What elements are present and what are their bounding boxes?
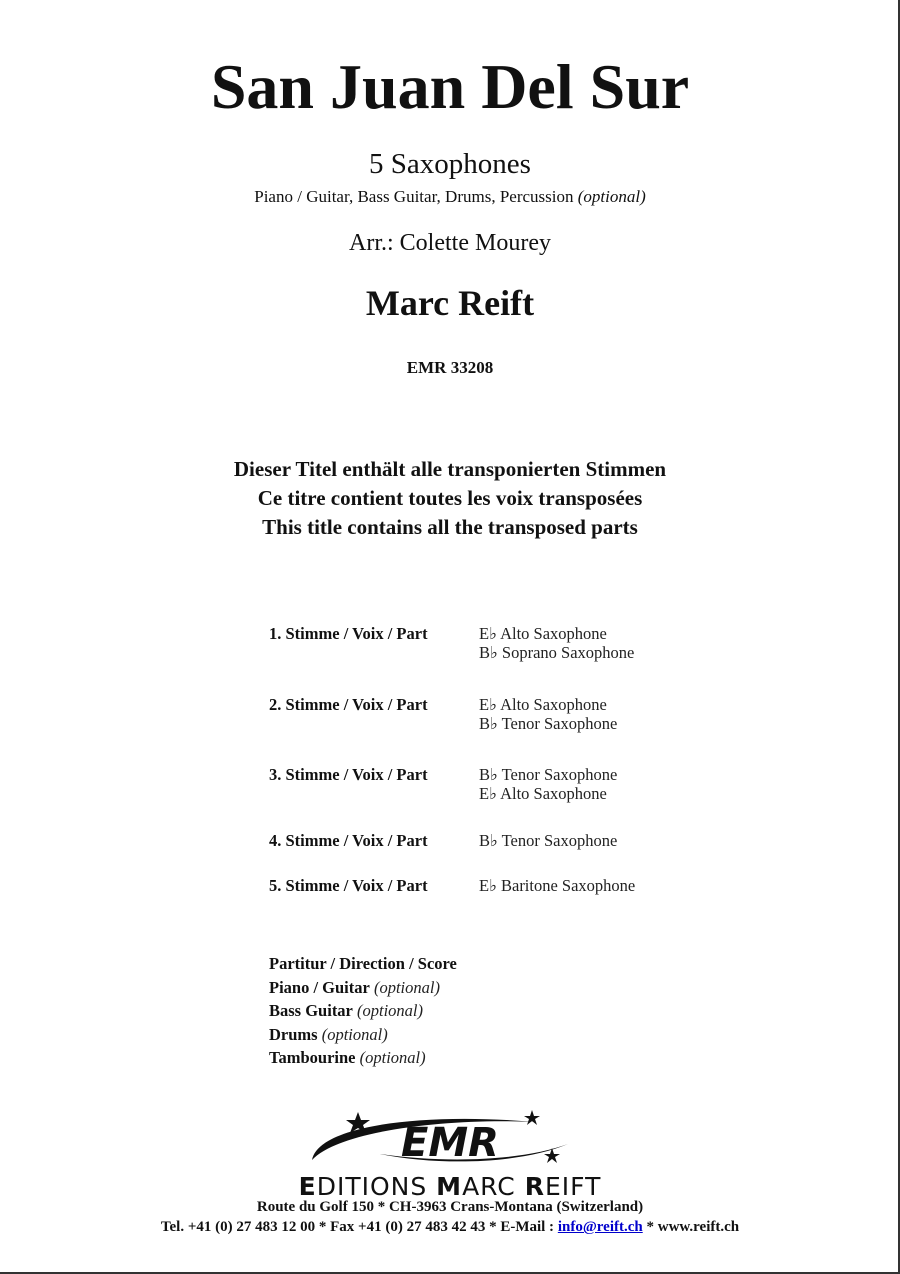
publisher-initial: M [436, 1172, 463, 1201]
transposition-notice [0, 455, 900, 542]
part-label: 2. Stimme / Voix / Part [269, 695, 428, 714]
part-instrument: E♭ Alto Saxophone [479, 624, 607, 643]
extra-part-name: Bass Guitar [269, 1001, 353, 1020]
part-instrument: B♭ Tenor Saxophone [479, 765, 618, 784]
part-instrument: E♭ Alto Saxophone [479, 695, 607, 714]
publisher-initial: E [298, 1172, 317, 1201]
additional-parts-list [269, 952, 457, 1070]
publisher-initial: R [524, 1172, 545, 1201]
arranger: Arr.: Colette Mourey [349, 230, 551, 256]
piece-title: San Juan Del Sur [210, 51, 690, 122]
publisher-name [0, 1172, 900, 1201]
catalog-number: EMR 33208 [406, 358, 494, 377]
notice-german: Dieser Titel enthält alle transponierten Stimmen [233, 457, 667, 481]
extra-part-note: (optional) [321, 1024, 388, 1044]
notice-english: This title contains all the transposed parts [262, 515, 638, 539]
instrumentation-optional: (optional) [577, 187, 646, 206]
publisher-word: DITIONS [316, 1172, 437, 1201]
publisher-word: EIFT [544, 1172, 602, 1201]
extra-part [269, 1046, 457, 1070]
extra-part [269, 952, 457, 976]
part-instrument: B♭ Soprano Saxophone [479, 643, 635, 662]
notice-french: Ce titre contient toutes les voix transposées [257, 486, 643, 510]
part-label: 4. Stimme / Voix / Part [269, 831, 428, 850]
email-link[interactable]: info@reift.ch [557, 1219, 643, 1235]
emr-logo [300, 1108, 600, 1172]
contact-phone-fax: Tel. +41 (0) 27 483 12 00 * Fax +41 (0) 27 483 42 43 * E-Mail : [160, 1219, 558, 1235]
publisher-contact [0, 1219, 900, 1236]
part-label: 5. Stimme / Voix / Part [269, 876, 428, 895]
extra-part-name: Drums [269, 1024, 318, 1044]
logo-text: EMR [401, 1120, 499, 1166]
extra-part-note: (optional) [359, 1048, 426, 1067]
composer: Marc Reift [365, 283, 535, 323]
part-label: 3. Stimme / Voix / Part [269, 765, 428, 784]
ensemble-label: 5 Saxophones [369, 148, 531, 180]
star-icon [544, 1148, 560, 1163]
extra-part [269, 999, 457, 1023]
extra-part-note: (optional) [373, 977, 440, 997]
publisher-address: Route du Golf 150 * CH-3963 Crans-Montana (Switzerland) [256, 1199, 644, 1215]
instrumentation-list: Piano / Guitar, Bass Guitar, Drums, Percussion [254, 187, 574, 206]
part-instrument: E♭ Alto Saxophone [479, 784, 607, 803]
part-label: 1. Stimme / Voix / Part [269, 624, 428, 643]
extra-part-name: Partitur / Direction / Score [269, 954, 457, 973]
contact-website: * www.reift.ch [642, 1219, 740, 1235]
extra-part [269, 1023, 457, 1047]
instrumentation [0, 187, 900, 207]
extra-part-name: Tambourine [269, 1048, 356, 1067]
part-instrument: B♭ Tenor Saxophone [479, 714, 618, 733]
extra-part-name: Piano / Guitar [269, 977, 370, 997]
publisher-word: ARC [462, 1172, 525, 1201]
extra-part-note: (optional) [357, 1001, 424, 1020]
star-icon [524, 1110, 540, 1125]
extra-part [269, 976, 457, 1000]
part-instrument: B♭ Tenor Saxophone [479, 831, 618, 850]
part-instrument: E♭ Baritone Saxophone [479, 876, 636, 895]
